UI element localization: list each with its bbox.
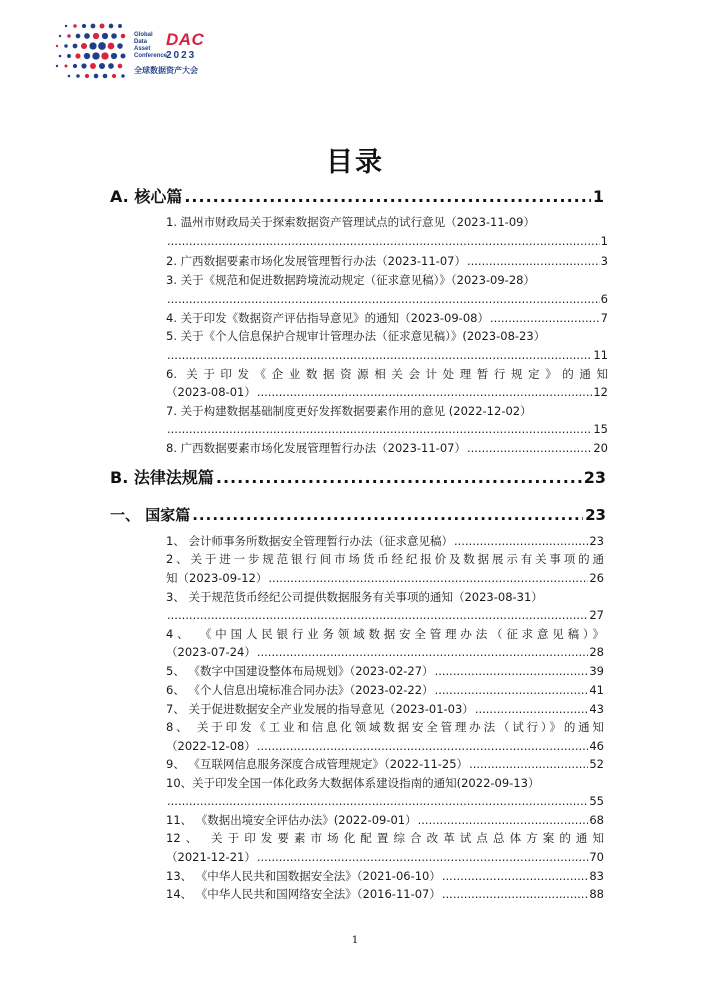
logo-dot: [112, 74, 116, 78]
logo-dot: [56, 45, 58, 47]
logo-dot: [68, 75, 71, 78]
logo-dot: [73, 24, 76, 27]
toc-entry-national-9[interactable]: 9、 《互联网信息服务深度合成管理规定》（2022-11-25） ..... 52: [166, 756, 604, 772]
logo-conference-text: Global Data Asset Conference: [134, 32, 168, 59]
logo-dot: [93, 33, 99, 39]
logo-dot: [91, 24, 96, 29]
toc-entry-core-5-cont[interactable]: ..... 11: [166, 348, 608, 362]
toc-entry-core-8[interactable]: 8. 广西数据要素市场化发展管理暂行办法（2023-11-07） ..... 20: [166, 440, 608, 456]
logo-dot: [76, 34, 81, 39]
logo-dot: [65, 25, 67, 27]
logo-dot: [108, 43, 115, 50]
logo-dot: [56, 65, 58, 67]
logo-dots-graphic: [40, 20, 132, 82]
toc-entry-core-7[interactable]: 7. 关于构建数据基础制度更好发挥数据要素作用的意见 (2022-12-02）: [166, 404, 532, 418]
toc-entry-national-2[interactable]: 2、关于进一步规范银行间市场货币经纪报价及数据展示有关事项的通: [166, 552, 604, 566]
logo-dot: [111, 53, 117, 59]
logo-dot: [109, 24, 114, 29]
toc-entry-national-10[interactable]: 10、关于印发全国一体化政务大数据体系建设指南的通知(2022-09-13）: [166, 776, 540, 790]
toc-entry-national-11[interactable]: 11、 《数据出境安全评估办法》(2022-09-01） ..... 68: [166, 812, 604, 828]
toc-entry-national-6[interactable]: 6、 《个人信息出境标准合同办法》（2023-02-22） ..... 41: [166, 682, 604, 698]
toc-entry-core-6-cont[interactable]: （2023-08-01） ..... 12: [166, 384, 608, 400]
logo-year: 2023: [166, 50, 197, 61]
toc-entry-core-1-cont[interactable]: ..... 1: [166, 234, 608, 248]
logo-dot: [90, 63, 96, 69]
toc-section-a[interactable]: A. 核心篇 ..... 1: [110, 184, 604, 207]
page-number: 1: [351, 935, 359, 946]
toc-entry-national-7[interactable]: 7、 关于促进数据安全产业发展的指导意见（2023-01-03） ..... 43: [166, 701, 604, 717]
logo-dot: [85, 74, 89, 78]
toc-entry-national-5[interactable]: 5、 《数字中国建设整体布局规划》（2023-02-27） ..... 39: [166, 663, 604, 679]
logo-dot: [89, 42, 96, 49]
toc-entry-core-2[interactable]: 2. 广西数据要素市场化发展管理暂行办法（2023-11-07） ..... 3: [166, 253, 608, 269]
toc-entry-core-1[interactable]: 1. 温州市财政局关于探索数据资产管理试点的试行意见（2023-11-09）: [166, 215, 535, 229]
toc-entry-national-1[interactable]: 1、 会计师事务所数据安全管理暂行办法（征求意见稿） ..... 23: [166, 533, 604, 549]
logo-dot: [64, 64, 67, 67]
toc-entry-national-4[interactable]: 4、 《中国人民银行业务领域数据安全管理办法（征求意见稿）》: [166, 627, 604, 641]
toc-section-national[interactable]: 一、 国家篇 ..... 23: [110, 504, 606, 525]
logo-brand: DAC: [166, 30, 205, 49]
logo-dot: [81, 43, 87, 49]
logo-dot: [102, 33, 108, 39]
logo-dot: [64, 44, 68, 48]
logo-dot: [82, 24, 86, 28]
logo-dot: [118, 24, 122, 28]
logo-dot: [75, 53, 80, 58]
toc-entry-core-6[interactable]: 6. 关于印发《企业数据资源相关会计处理暂行规定》的通知: [166, 367, 608, 381]
logo-dot: [73, 44, 78, 49]
toc-entry-national-3-cont[interactable]: ..... 27: [166, 608, 604, 622]
toc-entry-national-12-cont[interactable]: （2021-12-21） ..... 70: [166, 849, 604, 865]
toc-entry-national-8[interactable]: 8、 关于印发《工业和信息化领域数据安全管理办法（试行）》的通知: [166, 720, 604, 734]
toc-entry-national-10-cont[interactable]: ..... 55: [166, 794, 604, 808]
toc-entry-core-5[interactable]: 5. 关于《个人信息保护合规审计管理办法（征求意见稿）》(2023-08-23）: [166, 329, 546, 343]
toc-entry-core-7-cont[interactable]: ..... 15: [166, 422, 608, 436]
toc-entry-national-13[interactable]: 13、 《中华人民共和国数据安全法》（2021-06-10） ..... 83: [166, 868, 604, 884]
toc-entry-national-12[interactable]: 12、 关于印发要素市场化配置综合改革试点总体方案的通知: [166, 831, 604, 845]
toc-entry-national-14[interactable]: 14、 《中华人民共和国网络安全法》（2016-11-07） ..... 88: [166, 886, 604, 902]
logo-dot: [92, 52, 99, 59]
logo-dot: [98, 42, 106, 50]
logo-dot: [67, 54, 71, 58]
logo-dot: [108, 63, 114, 69]
logo-dot: [59, 35, 61, 37]
page-title: 目录: [326, 147, 384, 178]
toc-entry-national-4-cont[interactable]: （2023-07-24） ..... 28: [166, 644, 604, 660]
toc-entry-national-3[interactable]: 3、 关于规范货币经纪公司提供数据服务有关事项的通知（2023-08-31）: [166, 590, 543, 604]
logo-dot: [99, 63, 105, 69]
logo-dot: [118, 64, 123, 69]
logo-dot: [84, 53, 90, 59]
logo-dot: [120, 53, 125, 58]
logo-dot: [117, 43, 122, 48]
logo-dot: [81, 63, 86, 68]
toc-entry-national-8-cont[interactable]: （2022-12-08） ..... 46: [166, 738, 604, 754]
logo-dot: [59, 55, 62, 58]
logo-dot: [94, 74, 99, 79]
toc-entry-national-2-cont[interactable]: 知（2023-09-12） ..... 26: [166, 570, 604, 586]
logo-dot: [111, 33, 117, 39]
logo-dot: [67, 34, 71, 38]
toc-entry-core-4[interactable]: 4. 关于印发《数据资产评估指导意见》的通知（2023-09-08） ..... 7: [166, 310, 608, 326]
logo-dot: [103, 74, 108, 79]
logo-dot: [84, 33, 90, 39]
logo-dot: [121, 34, 126, 39]
logo-dot: [100, 24, 105, 29]
dac-logo: [40, 20, 220, 82]
toc-entry-core-3[interactable]: 3. 关于《规范和促进数据跨境流动规定（征求意见稿）》（2023-09-28）: [166, 273, 535, 287]
logo-dot: [73, 64, 77, 68]
logo-dot: [76, 74, 80, 78]
logo-dot: [121, 74, 124, 77]
logo-dot: [101, 52, 108, 59]
toc-entry-core-3-cont[interactable]: ..... 6: [166, 292, 608, 306]
toc-section-b[interactable]: B. 法律法规篇 ..... 23: [110, 465, 606, 488]
logo-cn-name: 全球数据资产大会: [134, 66, 198, 75]
